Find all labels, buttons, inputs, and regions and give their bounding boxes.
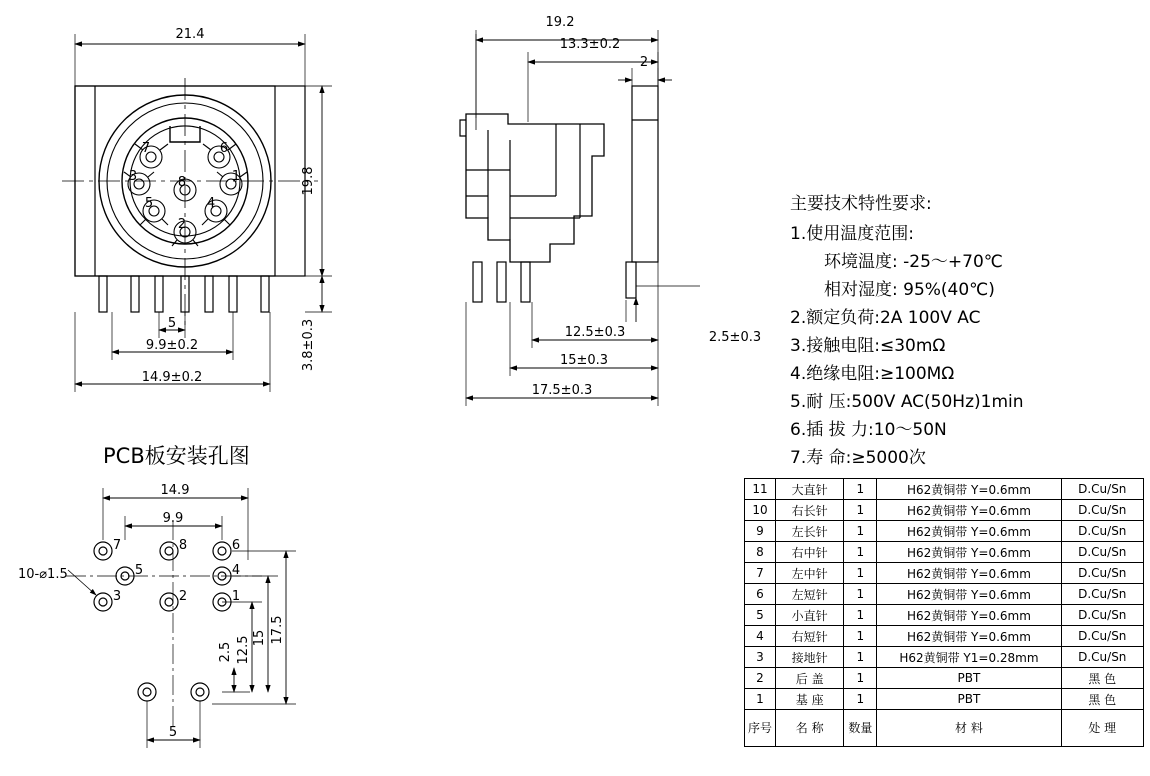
bom-material: PBT — [877, 689, 1061, 710]
bom-name: 右长针 — [775, 500, 843, 521]
bom-treatment: D.Cu/Sn — [1061, 521, 1143, 542]
bom-qty: 1 — [844, 689, 877, 710]
bom-qty: 1 — [844, 479, 877, 500]
bom-qty: 1 — [844, 521, 877, 542]
dim-pcb-h2: 15 — [252, 629, 267, 647]
bom-no: 11 — [745, 479, 776, 500]
pin-label-5: 5 — [144, 196, 154, 211]
bom-treatment: D.Cu/Sn — [1061, 647, 1143, 668]
pcb-view-title: PCB板安装孔图 — [103, 444, 250, 468]
hole-label-8: 8 — [178, 538, 188, 553]
spec-line-1: 1.使用温度范围: — [790, 224, 914, 244]
dim-front-pin-mid: 9.9±0.2 — [145, 338, 199, 353]
dim-front-pin-small: 5 — [167, 316, 177, 331]
table-row — [745, 542, 1144, 563]
table-row — [745, 479, 1144, 500]
spec-line-5: 3.接触电阻:≤30mΩ — [790, 336, 946, 356]
bom-treatment: D.Cu/Sn — [1061, 563, 1143, 584]
dim-side-d3: 17.5±0.3 — [531, 383, 593, 398]
bom-material: H62黄铜带 Y=0.6mm — [877, 542, 1061, 563]
table-row — [745, 626, 1144, 647]
dim-pcb-hole-note: 10-⌀1.5 — [18, 567, 68, 582]
bom-treatment: 黑 色 — [1061, 689, 1143, 710]
pin-label-1: 1 — [231, 169, 241, 184]
bom-material: H62黄铜带 Y=0.6mm — [877, 563, 1061, 584]
bom-no: 5 — [745, 605, 776, 626]
dim-pcb-h1: 17.5 — [270, 615, 285, 645]
bom-name: 左短针 — [775, 584, 843, 605]
bom-material: H62黄铜带 Y=0.6mm — [877, 500, 1061, 521]
bom-name: 接地针 — [775, 647, 843, 668]
bom-no: 2 — [745, 668, 776, 689]
dim-front-width: 21.4 — [175, 27, 205, 42]
spec-block — [790, 190, 1140, 472]
dim-front-pin-wide: 14.9±0.2 — [141, 370, 203, 385]
bom-name: 左长针 — [775, 521, 843, 542]
dim-front-pin-height: 3.8±0.3 — [301, 318, 316, 372]
bom-name: 基 座 — [775, 689, 843, 710]
spec-line-7: 5.耐 压:500V AC(50Hz)1min — [790, 392, 1024, 412]
pin-label-3: 3 — [128, 169, 138, 184]
pin-label-7: 7 — [141, 141, 151, 156]
bom-no: 8 — [745, 542, 776, 563]
dim-front-height: 19.8 — [301, 166, 316, 196]
spec-line-8: 6.插 拔 力:10～50N — [790, 420, 947, 440]
table-row — [745, 500, 1144, 521]
bom-treatment: D.Cu/Sn — [1061, 605, 1143, 626]
dim-pcb-bottom: 5 — [168, 725, 178, 740]
bom-name: 大直针 — [775, 479, 843, 500]
dim-side-d2: 15±0.3 — [559, 353, 609, 368]
spec-line-4: 2.额定负荷:2A 100V AC — [790, 308, 981, 328]
spec-line-9: 7.寿 命:≥5000次 — [790, 448, 926, 468]
bom-qty: 1 — [844, 563, 877, 584]
dim-pcb-h4: 2.5 — [218, 641, 233, 663]
hole-label-4: 4 — [231, 563, 241, 578]
bom-material: H62黄铜带 Y=0.6mm — [877, 605, 1061, 626]
bom-material: H62黄铜带 Y=0.6mm — [877, 479, 1061, 500]
table-row — [745, 668, 1144, 689]
bom-material: H62黄铜带 Y1=0.28mm — [877, 647, 1061, 668]
table-row — [745, 563, 1144, 584]
pin-label-8: 8 — [177, 175, 187, 190]
table-row — [745, 647, 1144, 668]
bom-header-no: 序号 — [745, 710, 776, 747]
table-row — [745, 605, 1144, 626]
bom-name: 后 盖 — [775, 668, 843, 689]
dim-pcb-h3: 12.5 — [236, 635, 251, 665]
bom-material: H62黄铜带 Y=0.6mm — [877, 521, 1061, 542]
table-header-row — [745, 710, 1144, 747]
dim-side-d1: 12.5±0.3 — [564, 325, 626, 340]
spec-line-3: 相对湿度: 95%(40℃) — [824, 280, 995, 300]
table-row — [745, 689, 1144, 710]
dim-side-body: 13.3±0.2 — [559, 37, 621, 52]
hole-label-2: 2 — [178, 589, 188, 604]
bom-no: 1 — [745, 689, 776, 710]
pin-label-6: 6 — [219, 141, 229, 156]
bom-material: PBT — [877, 668, 1061, 689]
bom-qty: 1 — [844, 605, 877, 626]
dim-pcb-inner: 9.9 — [162, 511, 184, 526]
dim-side-tab: 2 — [639, 55, 649, 70]
bom-name: 左中针 — [775, 563, 843, 584]
bom-treatment: D.Cu/Sn — [1061, 479, 1143, 500]
pin-label-4: 4 — [206, 196, 216, 211]
bom-header-material: 材 料 — [877, 710, 1061, 747]
hole-label-6: 6 — [231, 538, 241, 553]
bom-name: 右短针 — [775, 626, 843, 647]
bom-no: 10 — [745, 500, 776, 521]
bom-qty: 1 — [844, 626, 877, 647]
bom-qty: 1 — [844, 500, 877, 521]
spec-line-6: 4.绝缘电阻:≥100MΩ — [790, 364, 955, 384]
bom-treatment: D.Cu/Sn — [1061, 542, 1143, 563]
bom-treatment: 黑 色 — [1061, 668, 1143, 689]
bom-name: 小直针 — [775, 605, 843, 626]
hole-label-5: 5 — [134, 563, 144, 578]
bom-no: 6 — [745, 584, 776, 605]
bom-header-treatment: 处 理 — [1061, 710, 1143, 747]
bom-qty: 1 — [844, 647, 877, 668]
bom-treatment: D.Cu/Sn — [1061, 584, 1143, 605]
bom-header-qty: 数量 — [844, 710, 877, 747]
bom-header-name: 名 称 — [775, 710, 843, 747]
spec-line-2: 环境温度: -25～+70℃ — [824, 252, 1003, 272]
bom-treatment: D.Cu/Sn — [1061, 500, 1143, 521]
bom-no: 7 — [745, 563, 776, 584]
hole-label-3: 3 — [112, 589, 122, 604]
table-row — [745, 521, 1144, 542]
table-row — [745, 584, 1144, 605]
hole-label-1: 1 — [231, 589, 241, 604]
bom-qty: 1 — [844, 584, 877, 605]
bom-no: 9 — [745, 521, 776, 542]
bom-material: H62黄铜带 Y=0.6mm — [877, 626, 1061, 647]
pin-label-2: 2 — [177, 217, 187, 232]
bom-no: 3 — [745, 647, 776, 668]
bom-qty: 1 — [844, 668, 877, 689]
bom-treatment: D.Cu/Sn — [1061, 626, 1143, 647]
hole-label-7: 7 — [112, 538, 122, 553]
bom-no: 4 — [745, 626, 776, 647]
bom-table — [744, 478, 1144, 747]
bom-qty: 1 — [844, 542, 877, 563]
bom-material: H62黄铜带 Y=0.6mm — [877, 584, 1061, 605]
dim-side-pinlen: 2.5±0.3 — [708, 330, 762, 345]
dim-side-overall: 19.2 — [545, 15, 575, 30]
bom-name: 右中针 — [775, 542, 843, 563]
spec-title: 主要技术特性要求: — [790, 194, 932, 214]
dim-pcb-outer: 14.9 — [160, 483, 190, 498]
